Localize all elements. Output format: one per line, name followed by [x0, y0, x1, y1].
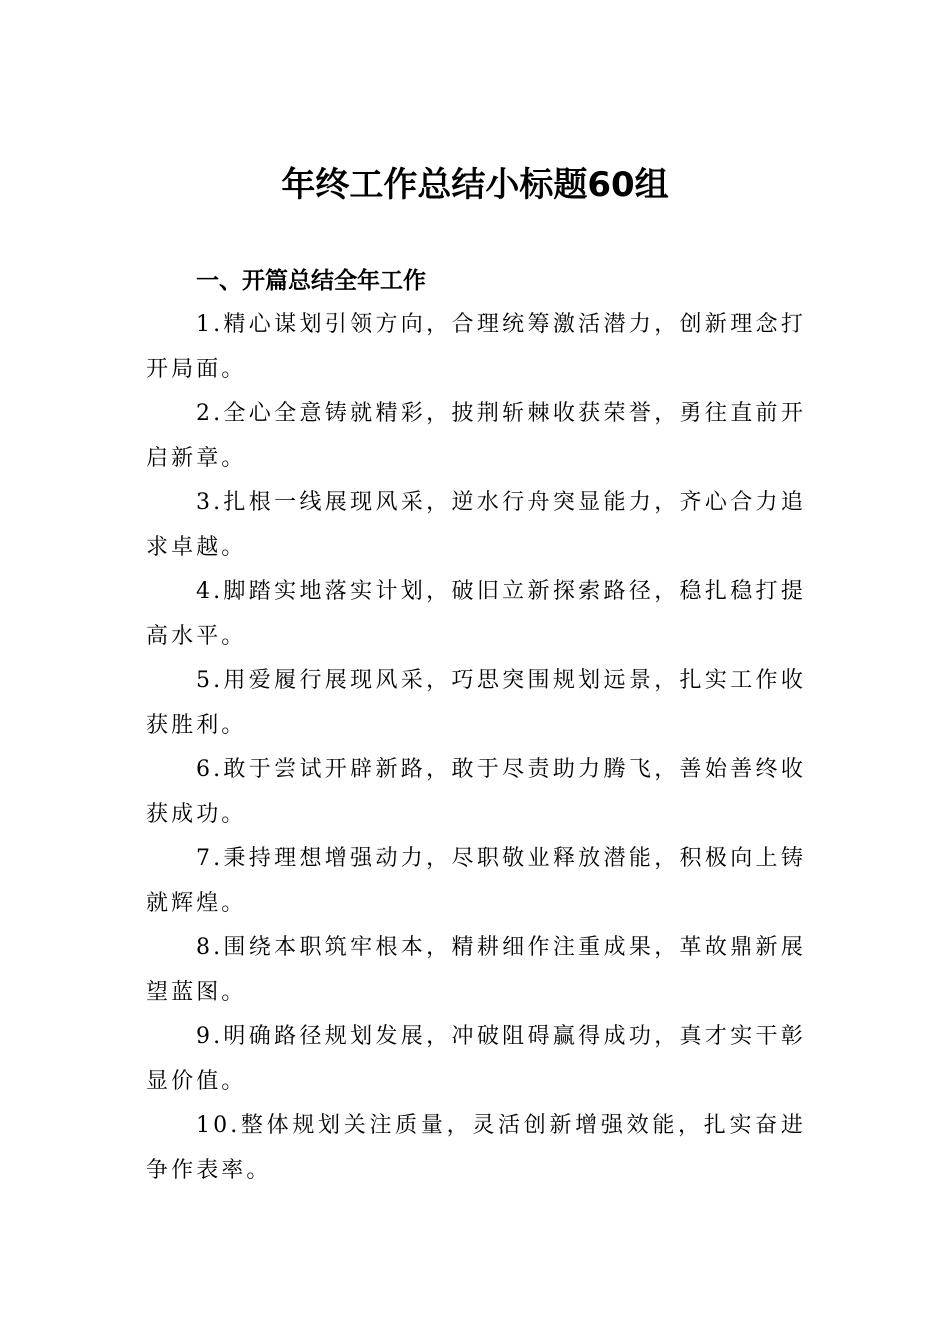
heading-list — [146, 303, 806, 1193]
list-item: 2.全心全意铸就精彩，披荆斩棘收获荣誉，勇往直前开启新章。 — [146, 401, 806, 471]
list-item: 10.整体规划关注质量，灵活创新增强效能，扎实奋进争作表率。 — [146, 1113, 806, 1183]
list-item: 9.明确路径规划发展，冲破阻碍赢得成功，真才实干彰显价值。 — [146, 1024, 806, 1094]
list-item: 5.用爱履行展现风采，巧思突围规划远景，扎实工作收获胜利。 — [146, 668, 806, 738]
list-item: 1.精心谋划引领方向，合理统筹激活潜力，创新理念打开局面。 — [146, 312, 806, 382]
section-heading: 一、开篇总结全年工作 — [196, 268, 426, 294]
list-item: 4.脚踏实地落实计划，破旧立新探索路径，稳扎稳打提高水平。 — [146, 579, 806, 649]
list-item: 3.扎根一线展现风采，逆水行舟突显能力，齐心合力追求卓越。 — [146, 490, 806, 560]
list-item: 7.秉持理想增强动力，尽职敬业释放潜能，积极向上铸就辉煌。 — [146, 846, 806, 916]
document-title: 年终工作总结小标题60组 — [281, 165, 669, 205]
list-item: 6.敢于尝试开辟新路，敢于尽责助力腾飞，善始善终收获成功。 — [146, 757, 806, 827]
list-item: 8.围绕本职筑牢根本，精耕细作注重成果，革故鼎新展望蓝图。 — [146, 935, 806, 1005]
